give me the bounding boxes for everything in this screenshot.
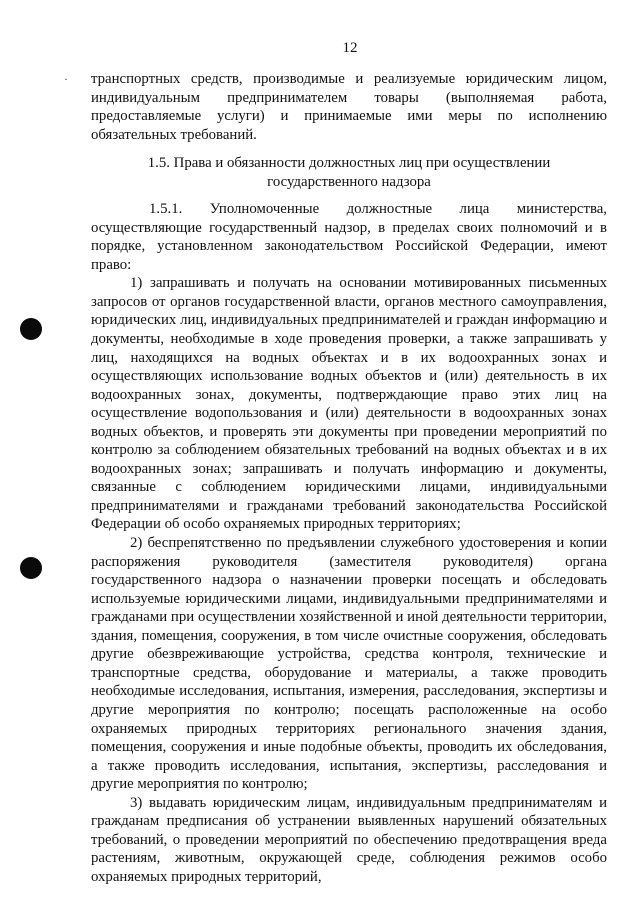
list-item-1: 1) запрашивать и получать на основании мотивированных письменных запросов от органов государственной власти, органов местного самоуправления, юридических лиц, индивидуальных предпринимателей и граждан информацию и документы, необходимые в ходе проведения проверки, а также запрашивать у лиц, находящихся на водных объектах и в их водоохранных зонах и осуществляющих использование водных объектов и (или) деятельность в их водоохранных зонах, документы, подтверждающие право этих лиц на осуществление водопользования и (или) деятельности в водоохранных зонах водных объектов, и проверять эти документы при проведении мероприятий по контролю за соблюдением обязательных требований на водных объектах и в их водоохранных зонах; запрашивать и получать информацию и документы, связанные с соблюдением юридическими лицами, индивидуальными предпринимателями и гражданами требований законодательства Российской Федерации об особо охраняемых природных территориях; <box>91 275 607 533</box>
punch-hole-top <box>20 318 42 340</box>
page-number: 12 <box>342 40 358 56</box>
document-body <box>91 70 607 886</box>
continuation-paragraph: транспортных средств, производимые и реализуемые юридическим лицом, индивидуальным предпринимателем товары (выполняемая работа, предоставляемые услуги) и принимаемые ими меры по исполнению обязательных требований. <box>91 71 607 143</box>
paragraph-1-5-1: 1.5.1. Уполномоченные должностные лица министерства, осуществляющие государственный надзор, в пределах своих полномочий и в порядке, установленном законодательством Российской Федерации, имеют право: <box>91 201 607 273</box>
list-item-2: 2) беспрепятственно по предъявлении служебного удостоверения и копии распоряжения руководителя (заместителя руководителя) органа государственного надзора о назначении проверки посещать и обследовать используемые юридическими лицами, индивидуальными предпринимателями и гражданами при осуществлении хозяйственной и иной деятельности территории, здания, помещения, сооружения, в том числе очистные сооружения, обследовать другие обезвреживающие устройства, средства контроля, технические и транспортные средства, оборудование и материалы, а также проводить необходимые исследования, испытания, измерения, расследования, экспертизы и другие мероприятия по контролю; посещать расположенные на особо охраняемых природных территориях регионального значения здания, помещения, сооружения и иные подобные объекты, проводить их обследования, а также проводить исследования, испытания, экспертизы, расследования и другие мероприятия по контролю; <box>91 535 607 793</box>
section-heading <box>91 154 607 192</box>
list-item-3: 3) выдавать юридическим лицам, индивидуальным предпринимателям и гражданам предписания об устранении выявленных нарушений обязательных требований, о проведении мероприятий по обеспечению предотвращения вреда растениям, животным, окружающей среде, соблюдения режимов особо охраняемых природных территорий, <box>91 794 607 885</box>
margin-mark: · <box>64 72 68 86</box>
punch-hole-bottom <box>20 557 42 579</box>
section-heading-line-1: 1.5. Права и обязанности должностных лиц при осуществлении <box>147 155 551 172</box>
section-heading-line-2: государственного надзора <box>267 174 431 191</box>
